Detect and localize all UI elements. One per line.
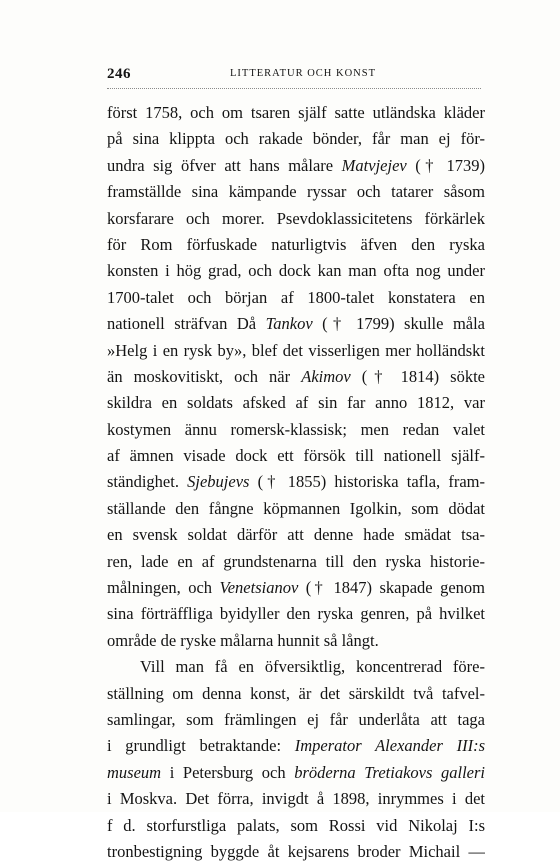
museum-name: Imperator Alexander III:s [294, 736, 485, 756]
page-header [107, 66, 481, 84]
text-line: sina förträffliga byidyller den ryska genren, på hvilket [107, 604, 485, 624]
text-line: ställning om denna konst, är det särskildt två tafvel- [107, 683, 485, 703]
text-line: korsfarare och morer. Psevdoklassicitetens förkärlek [107, 208, 485, 228]
text-line: i Moskva. Det förra, invigdt å 1898, inrymmes i det [107, 789, 485, 809]
page-number: 246 [107, 66, 131, 82]
text-line: ständighet. Sjebujevs († 1855) historiska tafla, fram- [107, 472, 485, 492]
text-line: först 1758, och om tsaren själf satte utländska kläder [107, 103, 485, 122]
museum-name: bröderna Tretiakovs galleri [294, 762, 485, 782]
text-line: nationell sträfvan Då Tankov († 1799) skulle måla [107, 314, 485, 334]
text-line: i grundligt betraktande: Imperator Alexander III:s [107, 736, 485, 756]
header-rule [107, 88, 481, 89]
text-line: en svensk soldat därför att denne hade smädat tsa- [107, 525, 485, 545]
artist-name: Akimov [301, 366, 351, 386]
text-line: konsten i hög grad, och dock kan man ofta nog under [107, 261, 485, 281]
text-line: undra sig öfver att hans målare Matvjejev († 1739) [107, 155, 485, 175]
text-line: än moskovitiskt, och när Akimov († 1814) sökte [107, 366, 485, 386]
text-line: af ämnen visade dock ett försök till nationell själf- [107, 446, 485, 466]
artist-name: Venetsianov [219, 578, 299, 598]
text-line: ren, lade en af grundstenarna till den ryska historie- [107, 551, 485, 571]
text-line: Vill man få en öfversiktlig, koncentrerad före- [140, 657, 485, 677]
text-line: område de ryske målarna hunnit så långt. [107, 630, 379, 650]
text-line: 1700-talet och början af 1800-talet konstatera en [107, 287, 485, 307]
body-text [107, 100, 485, 865]
text-line: museum i Petersburg och bröderna Tretiakovs galleri [107, 762, 485, 782]
text-line: tronbestigning byggde åt kejsarens broder Michail — [107, 841, 485, 861]
text-line: samlingar, som främlingen ej får underlåta att taga [107, 709, 485, 729]
text-line: »Helg i en rysk by», blef det visserligen mer holländskt [107, 340, 485, 360]
text-line: på sina klippta och rakade bönder, får man ej för- [107, 129, 485, 149]
text-line: för Rom förfuskade naturligtvis äfven den ryska [107, 234, 485, 254]
artist-name: Sjebujevs [187, 472, 250, 492]
text-line: ställande den fångne köpmannen Igolkin, som dödat [107, 498, 485, 518]
text-line: skildra en soldats afsked af sin far anno 1812, var [107, 393, 485, 413]
artist-name: Tankov [265, 314, 313, 334]
museum-name: museum [107, 762, 162, 782]
text-line: kostymen ännu romersk-klassisk; men redan valet [107, 419, 485, 439]
text-line: framställde sina kämpande ryssar och tatarer såsom [107, 182, 485, 202]
artist-name: Matvjejev [341, 155, 407, 175]
text-line: målningen, och Venetsianov († 1847) skapade genom [107, 578, 485, 598]
text-line: f d. storfurstliga palats, som Rossi vid Nikolaj I:s [107, 815, 485, 835]
running-head: LITTERATUR OCH KONST [230, 68, 376, 79]
